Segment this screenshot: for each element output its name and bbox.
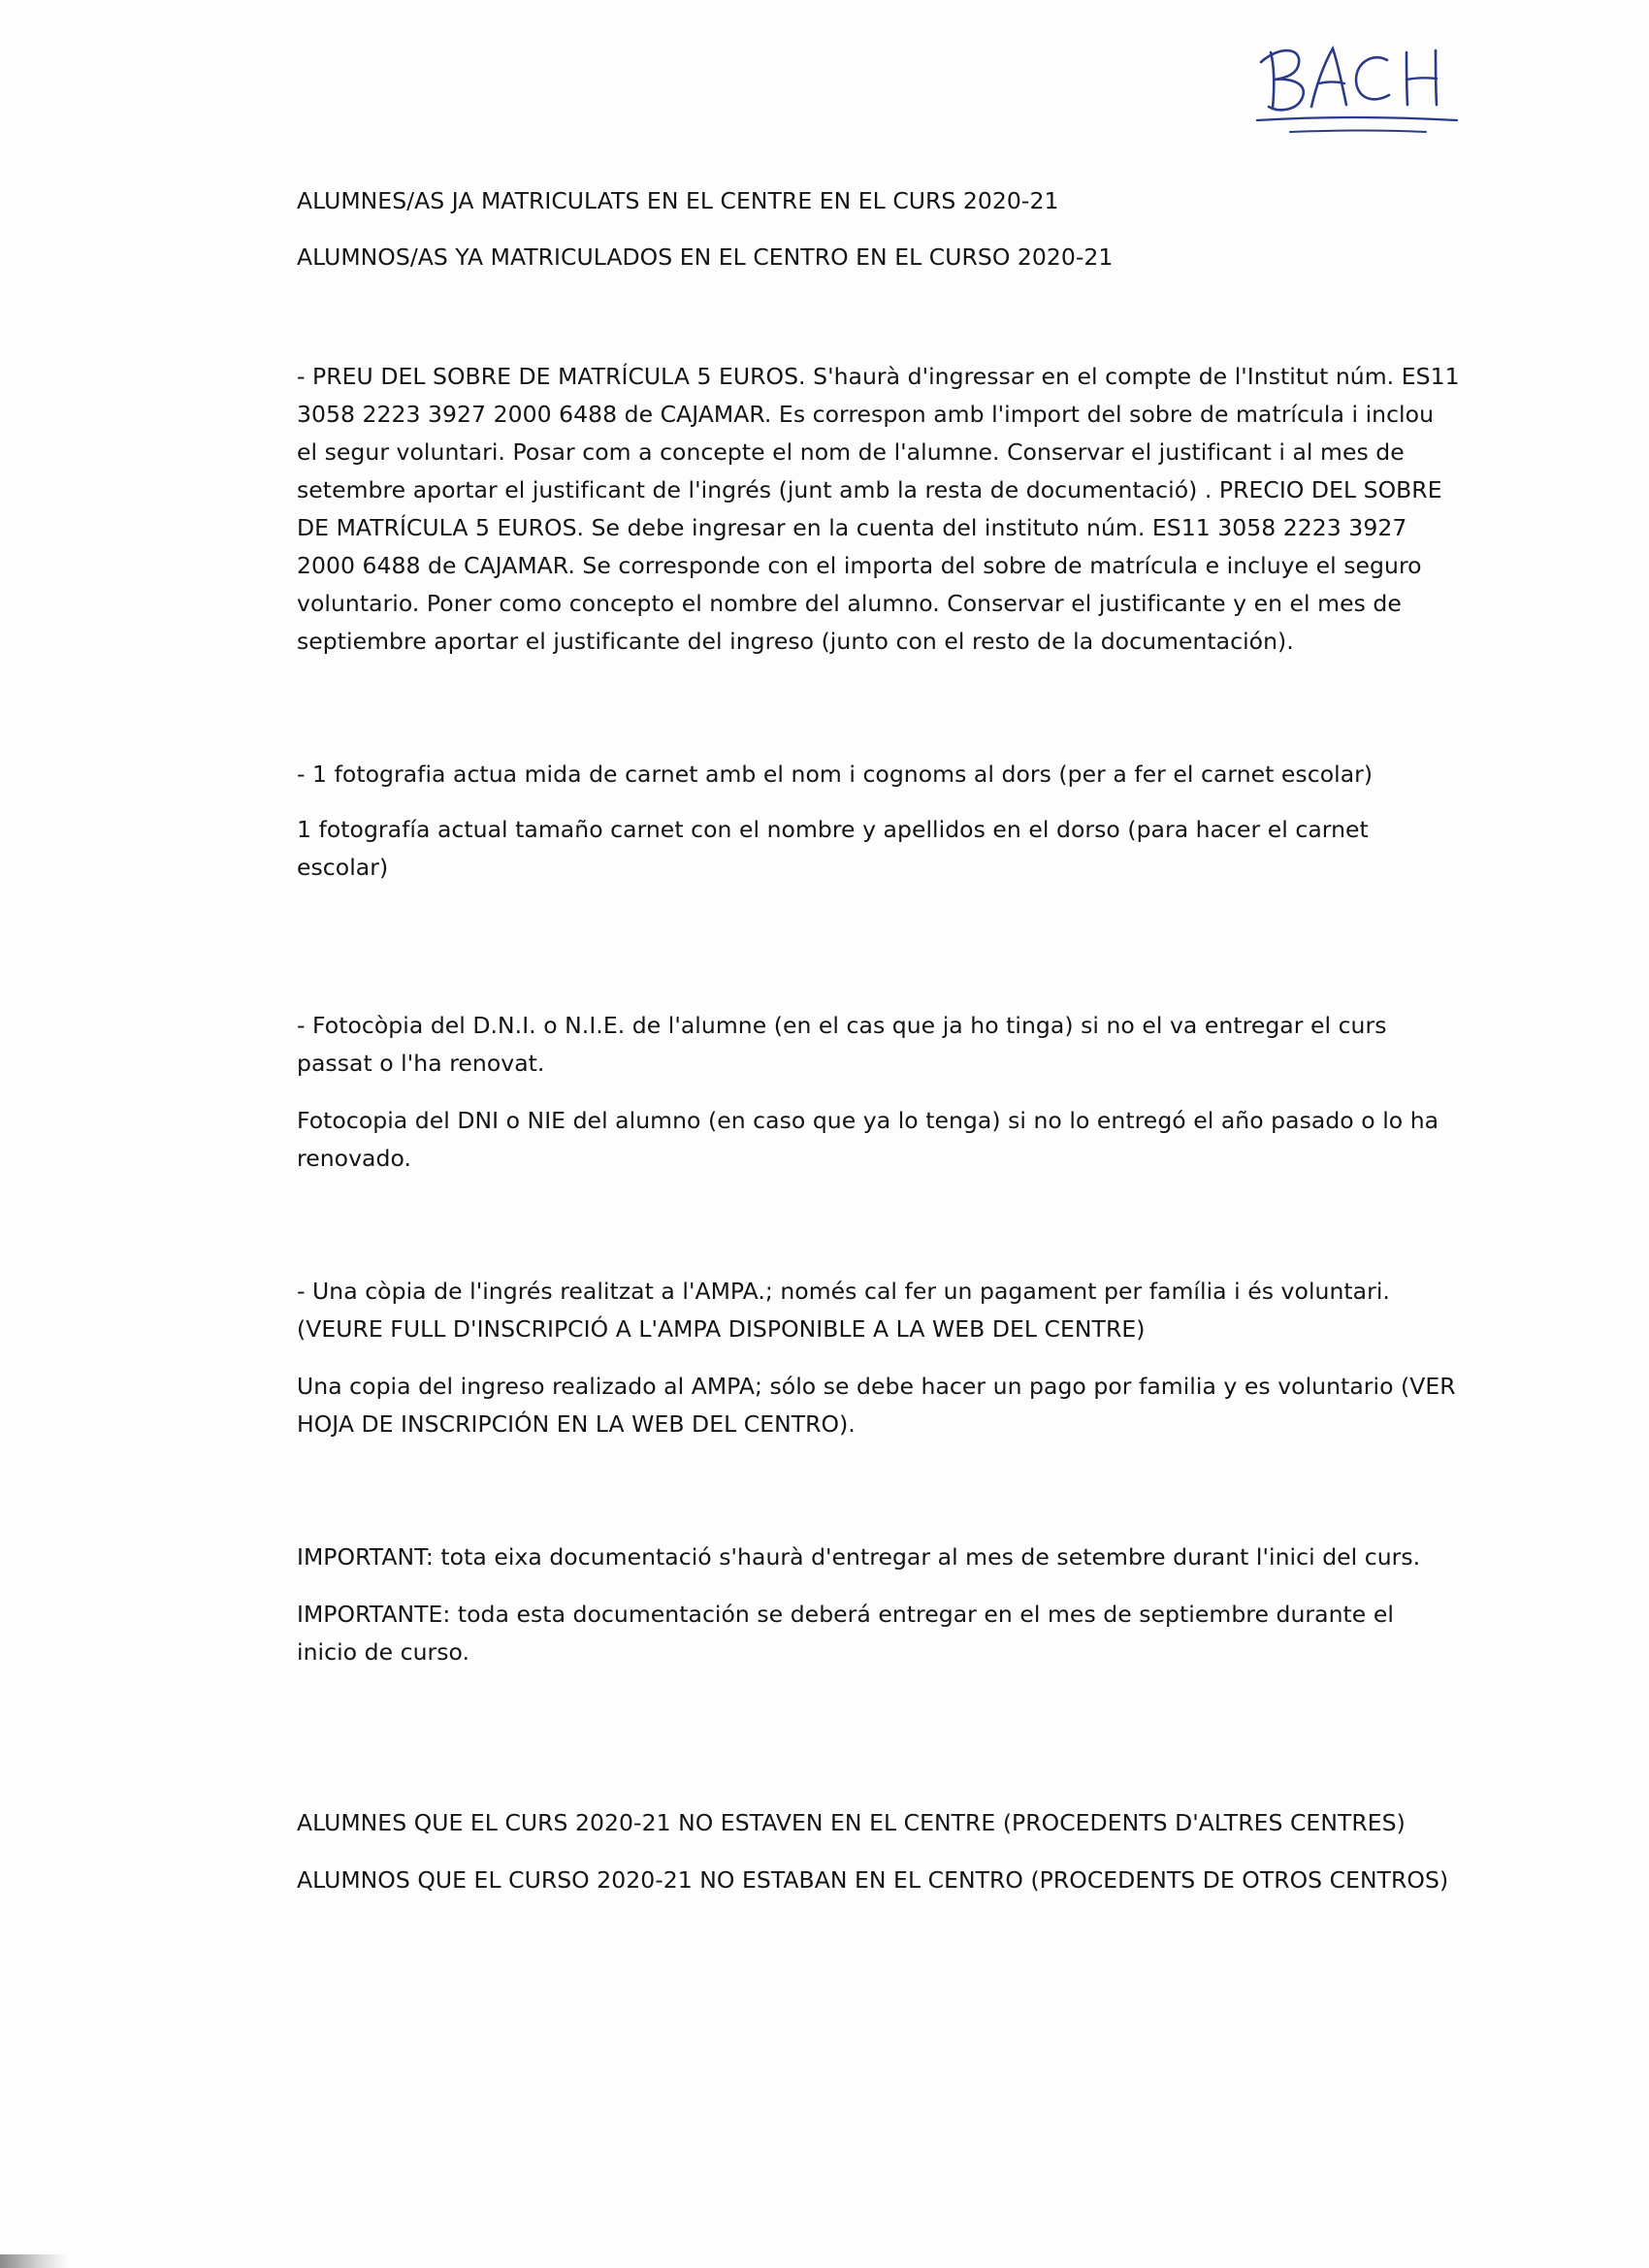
id-copy-requirement-ca: - Fotocòpia del D.N.I. o N.I.E. de l'alumne (en el cas que ja ho tinga) si no el va entregar el curs passat o l'ha renovat. — [297, 1012, 1395, 1077]
returning-students-heading-es: ALUMNOS/AS YA MATRICULADOS EN EL CENTRO EN EL CURSO 2020-21 — [297, 243, 1114, 271]
handwritten-bach-drawing — [1251, 23, 1465, 140]
new-students-heading-es: ALUMNOS QUE EL CURSO 2020-21 NO ESTABAN EN EL CENTRO (PROCEDENTS DE OTROS CENTROS) — [297, 1866, 1449, 1894]
important-note-ca: IMPORTANT: tota eixa documentació s'haurà d'entregar al mes de setembre durant l'inici del curs. — [297, 1543, 1421, 1571]
document-body — [297, 182, 1468, 1899]
ampa-payment-requirement-es: Una copia del ingreso realizado al AMPA; sólo se debe hacer un pago por familia y es voluntario (VER HOJA DE INSCRIPCIÓN EN LA WEB DEL CENTRO). — [297, 1373, 1464, 1438]
new-students-heading-ca: ALUMNES QUE EL CURS 2020-21 NO ESTAVEN EN EL CENTRE (PROCEDENTS D'ALTRES CENTRES) — [297, 1809, 1406, 1836]
scan-edge-shadow — [0, 2254, 68, 2268]
photo-requirement-es: 1 fotografía actual tamaño carnet con el nombre y apellidos en el dorso (para hacer el carnet escolar) — [297, 816, 1376, 881]
important-note-es: IMPORTANTE: toda esta documentación se deberá entregar en el mes de septiembre durante el inicio de curso. — [297, 1601, 1402, 1666]
ampa-payment-requirement-ca: - Una còpia de l'ingrés realitzat a l'AMPA.; només cal fer un pagament per família i és voluntari. (VEURE FULL D'INSCRIPCIÓ A L'AMPA DISPONIBLE A LA WEB DEL CENTRE) — [297, 1278, 1398, 1343]
returning-students-heading-ca: ALUMNES/AS JA MATRICULATS EN EL CENTRE EN EL CURS 2020-21 — [297, 187, 1059, 214]
enrollment-fee-paragraph: - PREU DEL SOBRE DE MATRÍCULA 5 EUROS. S'haurà d'ingressar en el compte de l'Institut núm. ES11 3058 2223 3927 2000 6488 de CAJAMAR. Es correspon amb l'import del sobre de matrícula i inclou el segur voluntari. Posar com a concepte el nom de l'alumne. Conservar el justificant i al mes de setembre aportar el justificant de l'ingrés (junt amb la resta de documentació) . PRECIO DEL SOBRE DE MATRÍCULA 5 EUROS. Se debe ingresar en la cuenta del instituto núm. ES11 3058 2223 3927 2000 6488 de CAJAMAR. Se corresponde con el importa del sobre de matrícula e incluye el seguro voluntario. Poner como concepto el nombre del alumno. Conservar el justificante y en el mes de septiembre aportar el justificante del ingreso (junto con el resto de la documentación). — [297, 363, 1468, 655]
id-copy-requirement-es: Fotocopia del DNI o NIE del alumno (en caso que ya lo tenga) si no lo entregó el año pasado o lo ha renovado. — [297, 1107, 1446, 1172]
handwritten-annotation — [1251, 23, 1465, 140]
photo-requirement-ca: - 1 fotografia actua mida de carnet amb el nom i cognoms al dors (per a fer el carnet escolar) — [297, 761, 1374, 788]
